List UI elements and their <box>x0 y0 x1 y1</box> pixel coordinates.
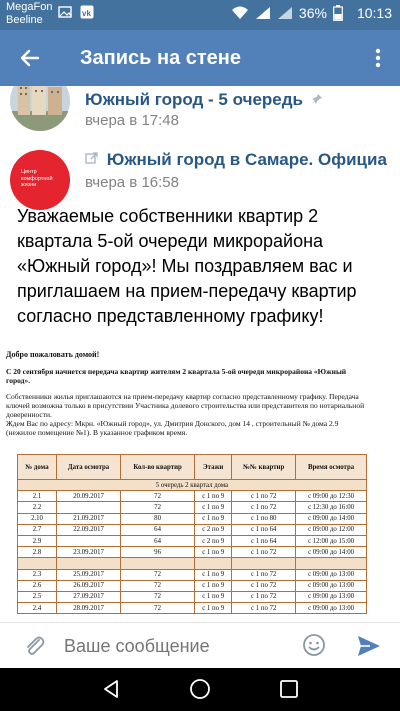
more-options-icon[interactable] <box>366 46 390 70</box>
table-cell: с 1 по 72 <box>232 502 296 513</box>
notification-icons <box>58 5 94 19</box>
doc-address: Ждем Вас по адресу: Мкрн. «Южный город», ул. Дмитрия Донского, дом 14 , строительный № дома 2.9 (нежилое помещение №1). В указанное графиком время. <box>6 419 339 437</box>
post-author-name-2[interactable]: Южный город в Самаре. Официа <box>106 150 387 169</box>
table-row <box>18 535 367 546</box>
table-cell: 72 <box>121 603 195 614</box>
table-cell: 64 <box>121 535 195 546</box>
table-cell: 80 <box>121 513 195 524</box>
table-cell: 64 <box>121 524 195 535</box>
svg-text:vk: vk <box>82 9 91 18</box>
battery-icon <box>333 5 343 21</box>
table-cell: 2.2 <box>18 502 57 513</box>
table-cell: с 1 по 72 <box>232 603 296 614</box>
status-right <box>231 5 392 21</box>
attached-document-image[interactable] <box>0 338 400 622</box>
table-row <box>18 524 367 535</box>
table-cell: с 1 по 80 <box>232 513 296 524</box>
table-cell: 23.09.2017 <box>57 547 121 558</box>
table-cell: 2.7 <box>18 524 57 535</box>
table-cell: 25.09.2017 <box>57 569 121 580</box>
table-cell <box>57 558 121 569</box>
table-subheader-row <box>18 480 367 491</box>
building-photo-icon <box>10 86 70 131</box>
table-row <box>18 547 367 558</box>
post-text: Уважаемые собственники квартир 2 квартала 5-ой очереди микрорайона «Южный город»! Мы поздравляем вас и приглашаем на прием-передачу квартир согласно представленному графику! <box>17 206 357 326</box>
table-cell: 27.09.2017 <box>57 591 121 602</box>
table-cell: с 09:00 до 12:00 <box>296 524 367 535</box>
col-header: Этажи <box>195 455 232 480</box>
table-cell: с 12:30 до 16:00 <box>296 502 367 513</box>
table-cell: 2.3 <box>18 569 57 580</box>
table-cell: с 1 по 9 <box>195 580 232 591</box>
table-cell: с 09:00 до 13:00 <box>296 580 367 591</box>
schedule-table <box>17 454 367 614</box>
table-cell: с 2 по 9 <box>195 524 232 535</box>
carrier-info <box>6 1 52 27</box>
post-time-1: вчера в 17:48 <box>85 112 179 129</box>
table-cell <box>232 558 296 569</box>
attach-paperclip-icon[interactable] <box>22 633 46 659</box>
table-cell: 72 <box>121 491 195 502</box>
table-cell: с 12:00 до 15:00 <box>296 535 367 546</box>
table-row <box>18 603 367 614</box>
table-cell: 72 <box>121 569 195 580</box>
table-cell: с 1 по 9 <box>195 591 232 602</box>
document-text <box>6 338 366 437</box>
table-cell: с 09:00 до 13:00 <box>296 603 367 614</box>
table-row <box>18 591 367 602</box>
doc-greeting: Добро пожаловать домой! <box>6 350 100 359</box>
signal-2-icon <box>277 6 293 20</box>
table-cell <box>57 535 121 546</box>
table-cell: с 1 по 9 <box>195 603 232 614</box>
message-composer <box>0 622 400 669</box>
table-cell: с 09:00 до 13:00 <box>296 591 367 602</box>
table-subheader: 5 очередь 2 квартал дома <box>18 480 367 491</box>
col-header: № дома <box>18 455 57 480</box>
table-cell: 2.5 <box>18 591 57 602</box>
table-cell: с 1 по 9 <box>195 547 232 558</box>
battery-percent: 36% <box>298 5 327 21</box>
table-cell: с 1 по 9 <box>195 513 232 524</box>
app-bar <box>0 30 400 86</box>
table-cell <box>195 558 232 569</box>
table-cell: с 1 по 64 <box>232 535 296 546</box>
send-icon[interactable] <box>356 634 382 658</box>
table-row <box>18 502 367 513</box>
nav-recents-icon[interactable] <box>279 679 299 699</box>
table-cell: 28.09.2017 <box>57 603 121 614</box>
image-notification-icon <box>58 5 72 19</box>
avatar-logo-text: Центр комфортной жизни <box>21 169 53 188</box>
wifi-icon <box>231 6 249 20</box>
post-content <box>0 86 400 622</box>
system-nav-bar <box>0 668 400 711</box>
table-cell: с 09:00 до 12:30 <box>296 491 367 502</box>
table-cell: 72 <box>121 502 195 513</box>
table-cell <box>18 558 57 569</box>
nav-back-icon[interactable] <box>100 678 122 700</box>
table-cell: с 09:00 до 14:00 <box>296 547 367 558</box>
signal-icon <box>255 6 271 20</box>
table-cell <box>296 558 367 569</box>
carrier-name-2: Beeline <box>6 14 43 26</box>
post-author-2[interactable] <box>85 150 387 170</box>
emoji-icon[interactable] <box>302 633 326 657</box>
table-cell: с 1 по 9 <box>195 491 232 502</box>
post-author-name-1[interactable]: Южный город - 5 очередь <box>85 90 303 109</box>
clock: 10:13 <box>356 5 392 21</box>
table-cell: 2.6 <box>18 580 57 591</box>
doc-body-text: Собственники жилья приглашаются на прием-передачу квартир согласно представленному графику. Передача ключей возможна только в присутствии Участника долевого строительства или представителя по нотариальной доверенности. <box>6 392 365 419</box>
table-row <box>18 580 367 591</box>
table-cell: с 1 по 72 <box>232 580 296 591</box>
table-cell <box>121 558 195 569</box>
table-cell: с 1 по 72 <box>232 547 296 558</box>
table-cell: с 1 по 72 <box>232 491 296 502</box>
table-cell: с 1 по 9 <box>195 569 232 580</box>
table-cell: 72 <box>121 591 195 602</box>
post-time-2: вчера в 16:58 <box>85 174 179 191</box>
repost-icon <box>85 151 99 165</box>
col-header: Дата осмотра <box>57 455 121 480</box>
table-cell: 96 <box>121 547 195 558</box>
doc-lead: С 20 сентября начнется передача квартир жителям 2 квартала 5-ой очереди микрорайона «Южный город». <box>6 367 347 385</box>
avatar-south-city[interactable] <box>10 86 70 131</box>
table-row <box>18 569 367 580</box>
table-cell: с 09:00 до 13:00 <box>296 569 367 580</box>
post-author-1[interactable] <box>85 90 323 110</box>
table-cell: 20.09.2017 <box>57 491 121 502</box>
table-row <box>18 491 367 502</box>
nav-home-icon[interactable] <box>189 678 211 700</box>
col-header: №№ квартир <box>232 455 296 480</box>
table-cell: 2.4 <box>18 603 57 614</box>
table-cell: с 1 по 72 <box>232 569 296 580</box>
table-row <box>18 558 367 569</box>
back-arrow-icon[interactable] <box>18 46 42 70</box>
status-bar <box>0 0 400 30</box>
table-cell: с 2 по 9 <box>195 535 232 546</box>
table-cell: 72 <box>121 580 195 591</box>
table-row <box>18 513 367 524</box>
table-cell: 2.9 <box>18 535 57 546</box>
message-input[interactable] <box>64 629 304 663</box>
col-header: Время осмотра <box>296 455 367 480</box>
table-cell: 22.09.2017 <box>57 524 121 535</box>
table-cell: с 1 по 9 <box>195 502 232 513</box>
carrier-name-1: MegaFon <box>6 1 53 13</box>
table-cell: 26.09.2017 <box>57 580 121 591</box>
table-cell: 2.10 <box>18 513 57 524</box>
pin-icon <box>311 93 323 105</box>
table-cell: с 1 по 64 <box>232 524 296 535</box>
table-header-row <box>18 455 367 480</box>
table-cell: с 1 по 72 <box>232 591 296 602</box>
vk-notification-icon <box>80 5 94 19</box>
col-header: Кол-во квартир <box>121 455 195 480</box>
table-cell: 2.8 <box>18 547 57 558</box>
avatar-comfort-center[interactable] <box>10 150 70 210</box>
table-cell: с 09:00 до 14:00 <box>296 513 367 524</box>
table-cell: 2.1 <box>18 491 57 502</box>
page-title: Запись на стене <box>80 47 242 69</box>
table-cell: 21.09.2017 <box>57 513 121 524</box>
table-cell <box>57 502 121 513</box>
